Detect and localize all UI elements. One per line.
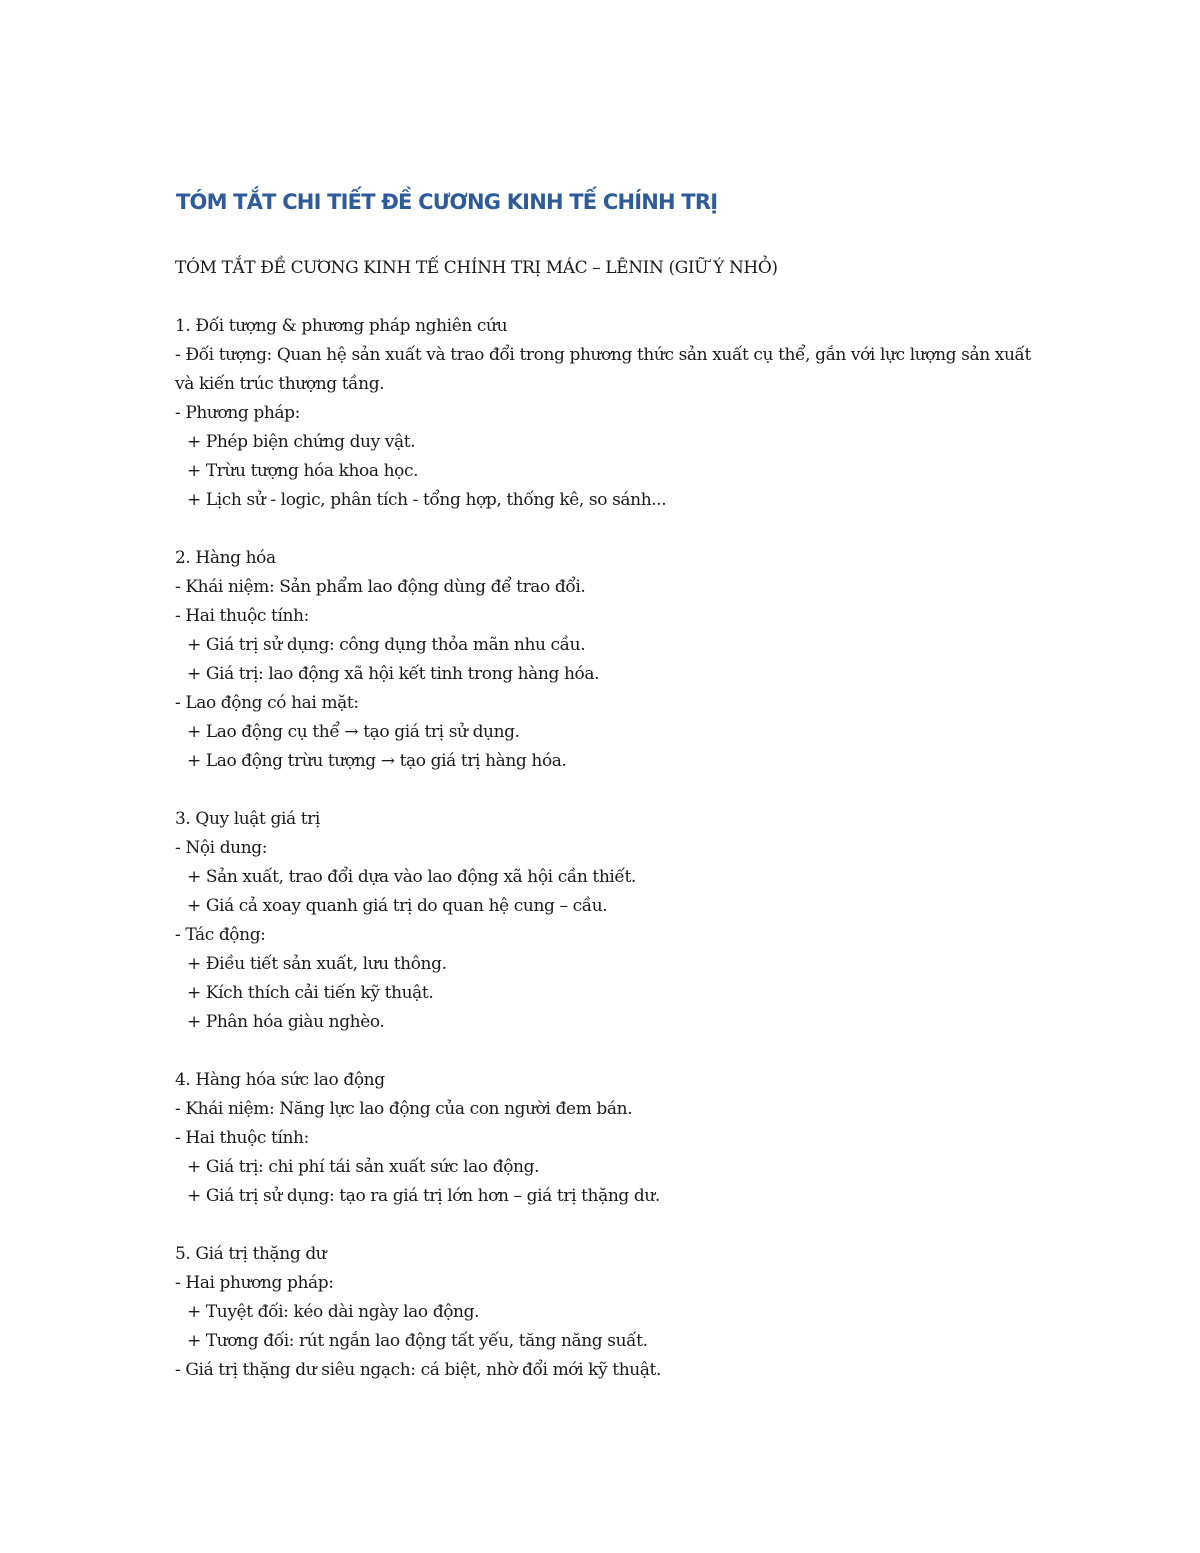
section-heading: 4. Hàng hóa sức lao động [175, 1070, 385, 1090]
section-heading: 5. Giá trị thặng dư [175, 1244, 327, 1264]
section-line: - Tác động: [175, 925, 266, 945]
section-subline: + Lao động cụ thể → tạo giá trị sử dụng. [187, 722, 520, 742]
section-line: - Nội dung: [175, 838, 268, 858]
section-line: - Khái niệm: Sản phẩm lao động dùng để trao đổi. [175, 577, 586, 597]
section-subline: + Lịch sử - logic, phân tích - tổng hợp, thống kê, so sánh... [187, 490, 667, 510]
section-line: - Giá trị thặng dư siêu ngạch: cá biệt, nhờ đổi mới kỹ thuật. [175, 1360, 661, 1380]
section-subline: + Giá cả xoay quanh giá trị do quan hệ cung – cầu. [187, 896, 608, 916]
section-line: - Lao động có hai mặt: [175, 693, 359, 713]
section-subline: + Giá trị sử dụng: tạo ra giá trị lớn hơn – giá trị thặng dư. [187, 1186, 660, 1206]
document-subtitle: TÓM TẮT ĐỀ CƯƠNG KINH TẾ CHÍNH TRỊ MÁC – LÊNIN (GIỮ Ý NHỎ) [175, 258, 778, 278]
section-heading: 1. Đối tượng & phương pháp nghiên cứu [175, 316, 508, 336]
section-subline: + Điều tiết sản xuất, lưu thông. [187, 954, 447, 974]
section-heading: 2. Hàng hóa [175, 548, 276, 568]
section-subline: + Tuyệt đối: kéo dài ngày lao động. [187, 1302, 480, 1322]
section-subline: + Giá trị: lao động xã hội kết tinh trong hàng hóa. [187, 664, 600, 684]
document-title: TÓM TẮT CHI TIẾT ĐỀ CƯƠNG KINH TẾ CHÍNH TRỊ [176, 190, 718, 214]
section-subline: + Lao động trừu tượng → tạo giá trị hàng hóa. [187, 751, 567, 771]
section-heading: 3. Quy luật giá trị [175, 809, 320, 829]
section-subline: + Kích thích cải tiến kỹ thuật. [187, 983, 434, 1003]
section-subline: + Sản xuất, trao đổi dựa vào lao động xã hội cần thiết. [187, 867, 636, 887]
section-4 [175, 1066, 1035, 1211]
section-1 [175, 312, 1035, 515]
section-subline: + Tương đối: rút ngắn lao động tất yếu, tăng năng suất. [187, 1331, 648, 1351]
section-line: - Hai thuộc tính: [175, 1128, 309, 1148]
section-subline: + Phép biện chứng duy vật. [187, 432, 416, 452]
section-2 [175, 544, 1035, 776]
section-line: - Phương pháp: [175, 403, 300, 423]
section-subline: + Giá trị: chi phí tái sản xuất sức lao động. [187, 1157, 540, 1177]
document-body [175, 254, 1035, 1414]
section-5 [175, 1240, 1035, 1385]
section-line: - Đối tượng: Quan hệ sản xuất và trao đổi trong phương thức sản xuất cụ thể, gắn với lực lượng sản xuất và kiến trúc thượng tầng. [175, 345, 1036, 394]
section-line: - Hai phương pháp: [175, 1273, 334, 1293]
section-line: - Khái niệm: Năng lực lao động của con người đem bán. [175, 1099, 633, 1119]
section-subline: + Phân hóa giàu nghèo. [187, 1012, 385, 1032]
section-subline: + Giá trị sử dụng: công dụng thỏa mãn nhu cầu. [187, 635, 586, 655]
section-line: - Hai thuộc tính: [175, 606, 309, 626]
section-subline: + Trừu tượng hóa khoa học. [187, 461, 419, 481]
section-3 [175, 805, 1035, 1037]
